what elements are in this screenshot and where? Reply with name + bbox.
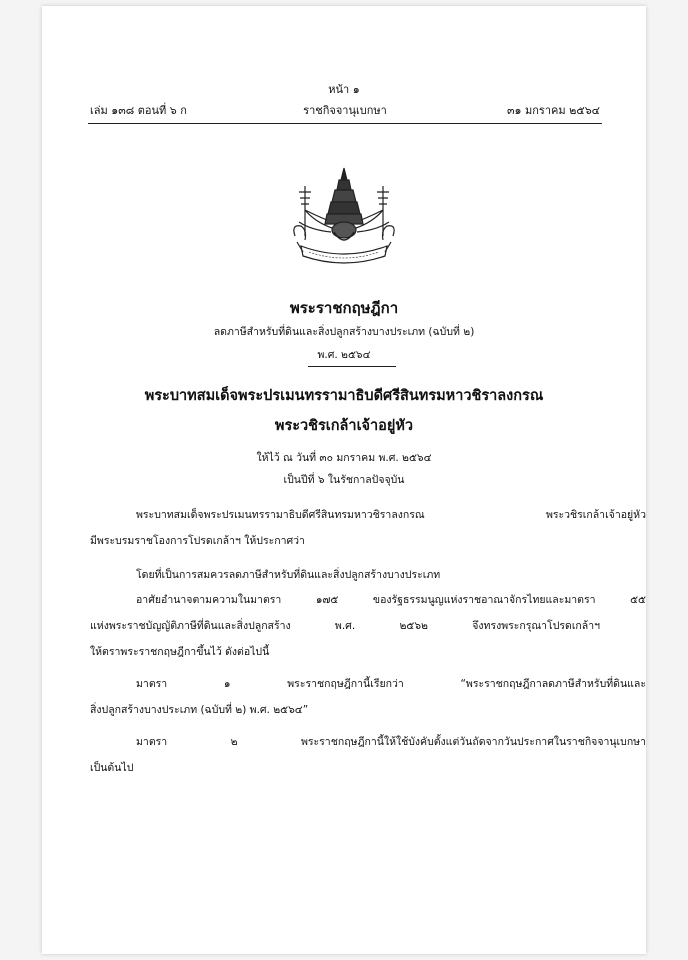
body-paragraph-line: อาศัยอำนาจตามความในมาตรา ๑๗๕ ของรัฐธรรมนูญแห่งราชอาณาจักรไทยและมาตรา ๕๕ (136, 594, 646, 606)
body-paragraph-line: โดยที่เป็นการสมควรลดภาษีสำหรับที่ดินและสิ่งปลูกสร้างบางประเภท (136, 569, 441, 581)
given-date: ให้ไว้ ณ วันที่ ๓๐ มกราคม พ.ศ. ๒๕๖๔ (256, 452, 432, 464)
body-paragraph-line: พระบาทสมเด็จพระปรเมนทรรามาธิบดีศรีสินทรมหาวชิราลงกรณ พระวชิรเกล้าเจ้าอยู่หัว (136, 509, 646, 521)
reign-year: เป็นปีที่ ๖ ในรัชกาลปัจจุบัน (283, 474, 405, 486)
king-name-line2: พระวชิรเกล้าเจ้าอยู่หัว (274, 418, 414, 434)
page-number: หน้า ๑ (328, 83, 360, 96)
decree-subtitle: ลดภาษีสำหรับที่ดินและสิ่งปลูกสร้างบางประเภท (ฉบับที่ ๒) (213, 326, 475, 338)
decree-year: พ.ศ. ๒๕๖๔ (317, 349, 371, 361)
decree-title: พระราชกฤษฎีกา (289, 299, 399, 317)
king-name-line1: พระบาทสมเด็จพระปรเมนทรรามาธิบดีศรีสินทรมหาวชิราลงกรณ (144, 388, 544, 404)
body-paragraph-line: แห่งพระราชบัญญัติภาษีที่ดินและสิ่งปลูกสร้าง พ.ศ. ๒๕๖๒ จึงทรงพระกรุณาโปรดเกล้าฯ (90, 620, 600, 632)
body-paragraph-line: มีพระบรมราชโองการโปรดเกล้าฯ ให้ประกาศว่า (90, 535, 305, 547)
gazette-page (42, 6, 646, 954)
volume-issue: เล่ม ๑๓๘ ตอนที่ ๖ ก (90, 104, 187, 117)
royal-emblem-icon (287, 166, 401, 266)
body-paragraph-line: ให้ตราพระราชกฤษฎีกาขึ้นไว้ ดังต่อไปนี้ (90, 646, 270, 658)
section-2-line: เป็นต้นไป (90, 762, 134, 774)
section-2-line: มาตรา ๒ พระราชกฤษฎีกานี้ให้ใช้บังคับตั้งแต่วันถัดจากวันประกาศในราชกิจจานุเบกษา (136, 736, 646, 748)
publish-date: ๓๑ มกราคม ๒๕๖๔ (507, 104, 600, 117)
title-divider (308, 366, 396, 367)
section-1-line: มาตรา ๑ พระราชกฤษฎีกานี้เรียกว่า “พระราชกฤษฎีกาลดภาษีสำหรับที่ดินและ (136, 678, 646, 690)
header-divider (88, 123, 602, 124)
section-1-line: สิ่งปลูกสร้างบางประเภท (ฉบับที่ ๒) พ.ศ. ๒๕๖๔” (90, 704, 309, 716)
gazette-name: ราชกิจจานุเบกษา (303, 104, 387, 117)
